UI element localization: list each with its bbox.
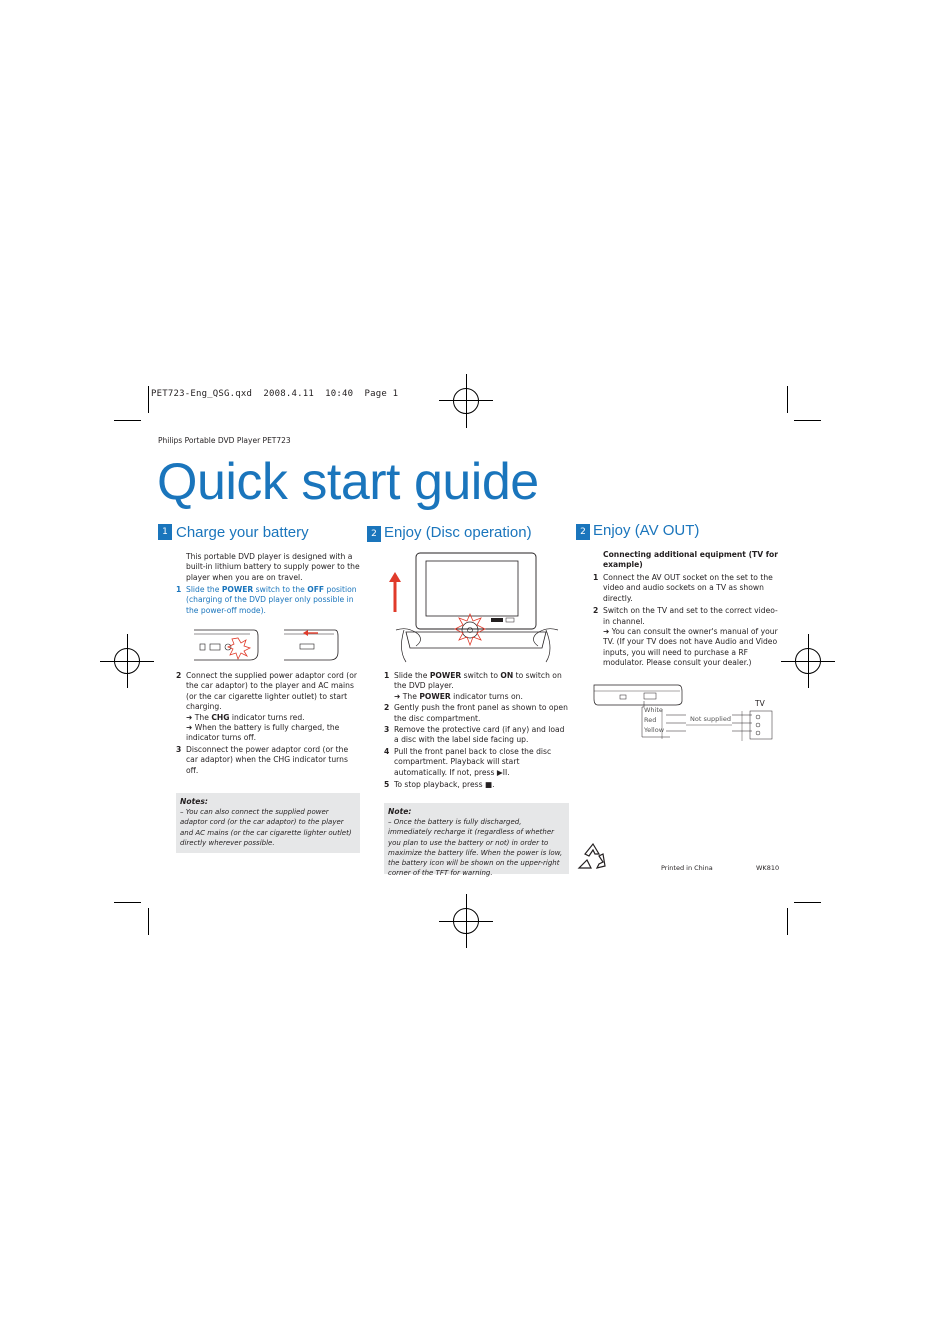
note-title: Notes: <box>180 797 208 806</box>
note-text: – You can also connect the supplied power adaptor cord (or the car adaptor) to the player and AC mains (or the car cigarette lighter outlet) directly wherever possible. <box>180 808 352 847</box>
section-heading-charge: Charge your battery <box>176 524 309 541</box>
disc-note <box>384 803 569 878</box>
disc-steps <box>384 671 568 791</box>
disc-step-3: 3 Remove the protective card (if any) and load a disc with the label side facing up. <box>384 725 565 745</box>
crop-mark <box>148 908 149 935</box>
cable-yellow: Yellow <box>644 726 665 734</box>
recycle-icon <box>577 842 609 872</box>
crop-mark <box>114 902 141 903</box>
disc-step-2: 2 Gently push the front panel as shown to open the disc compartment. <box>384 703 568 723</box>
cable-labels <box>644 705 664 735</box>
tv-label: TV <box>755 699 765 708</box>
av-steps <box>593 573 781 670</box>
note-title: Note: <box>388 807 412 816</box>
section-number: 1 <box>158 524 172 540</box>
av-step-2: 2 Switch on the TV and set to the correct video-in channel. ➜ You can consult the owner's manual of your TV. (If your TV does not have Audio and Video inputs, you will need to purchase a RF modulator. Please consult your dealer.) <box>593 606 778 668</box>
section-heading-disc: Enjoy (Disc operation) <box>384 524 532 541</box>
cable-red: Red <box>644 716 657 724</box>
charge-step-2: 2 Connect the supplied power adaptor cord (or the car adaptor) to the player and AC mains (or the car cigarette lighter outlet) to start charging. ➜ The CHG indicator turns red. ➜ When the battery is fully charged, the indicator turns off. <box>176 671 357 743</box>
part-code: WK810 <box>756 864 780 872</box>
dvd-player-illustration <box>386 550 568 664</box>
note-text: – Once the battery is fully discharged, immediately recharge it (regardless of whether you plan to use the battery or not) in order to maximize the battery life. When the power is low, the battery icon will be shown on the upper-right corner of the TFT for warning. <box>388 818 563 878</box>
page-title: Quick start guide <box>157 453 539 511</box>
disc-step-5: 5 To stop playback, press ■. <box>384 780 495 790</box>
section-heading-av: Enjoy (AV OUT) <box>593 522 700 539</box>
charge-note <box>176 793 360 853</box>
charge-steps <box>176 671 362 777</box>
av-subheading: Connecting additional equipment (TV for example) <box>603 550 779 570</box>
section-number: 2 <box>576 524 590 540</box>
not-supplied-label: Not supplied <box>690 715 731 723</box>
crop-mark <box>148 386 149 413</box>
cable-white: White <box>644 706 663 714</box>
crop-mark <box>787 386 788 413</box>
charge-intro: This portable DVD player is designed with a built-in lithium battery to supply power to the player when you are on travel. <box>186 552 360 582</box>
disc-step-4: 4 Pull the front panel back to close the disc compartment. Playback will start automatically. If not, press ▶II. <box>384 746 552 777</box>
product-name: Philips Portable DVD Player PET723 <box>158 436 291 445</box>
crop-mark <box>787 908 788 935</box>
crop-mark <box>794 902 821 903</box>
printed-in: Printed in China <box>661 864 713 872</box>
crop-mark <box>114 420 141 421</box>
section-number: 2 <box>367 526 381 542</box>
av-step-1: 1 Connect the AV OUT socket on the set to the video and audio sockets on a TV as shown directly. <box>593 573 773 603</box>
disc-step-1: 1 Slide the POWER switch to ON to switch on the DVD player. ➜ The POWER indicator turns on. <box>384 671 562 701</box>
power-switch-illustration <box>190 622 350 668</box>
crop-mark <box>794 420 821 421</box>
file-slug: PET723-Eng_QSG.qxd 2008.4.11 10:40 Page 1 <box>151 389 399 399</box>
charge-step-3: 3 Disconnect the power adaptor cord (or the car adaptor) when the CHG indicator turns off. <box>176 744 349 775</box>
av-connection-diagram <box>592 683 777 743</box>
charge-step-1: 1 Slide the POWER switch to the OFF position (charging of the DVD player only possible in the power-off mode). <box>176 585 357 615</box>
